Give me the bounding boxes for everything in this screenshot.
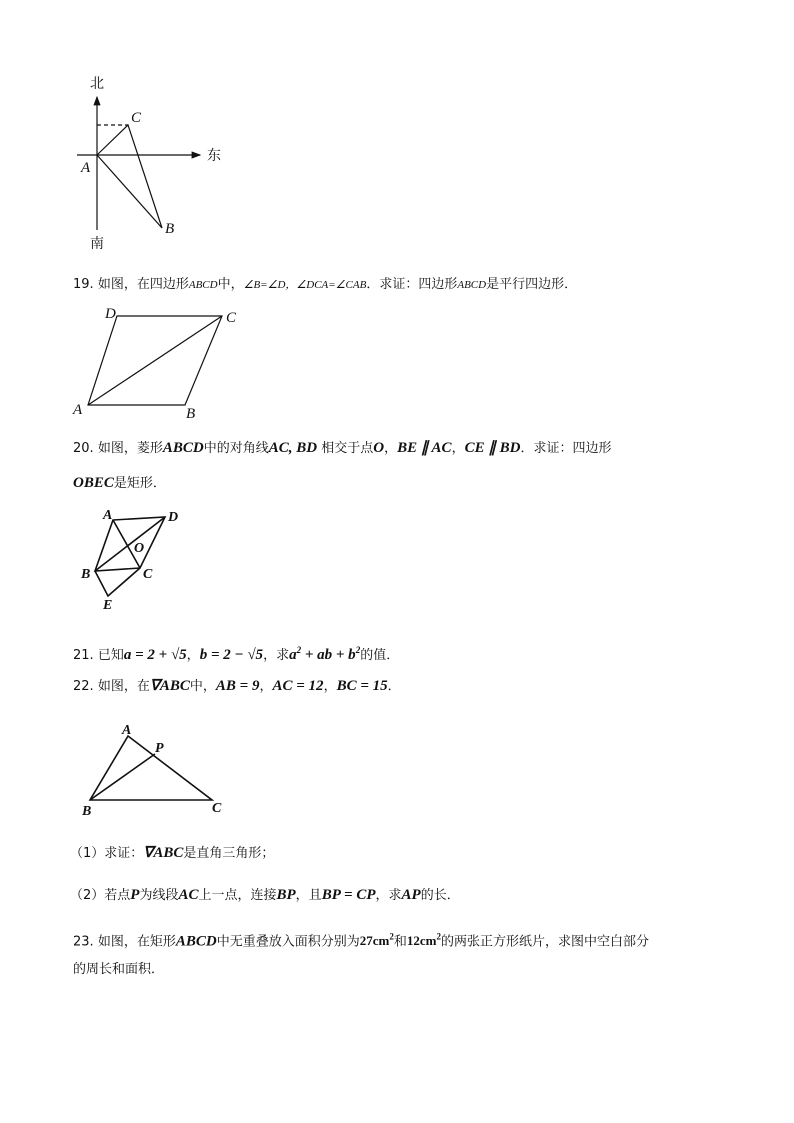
text: ， [451,441,465,456]
math: ABCD [188,279,218,291]
question-23 [73,927,649,952]
question-number: 20. [73,441,94,456]
south-label: 南 [90,236,104,252]
math: BP = CP [321,887,376,903]
question-19 [73,275,577,295]
question-number: 19. [73,277,94,292]
point-b-label: B [81,567,91,582]
math: O [373,440,385,456]
text: （1）求证： [70,846,144,861]
question-21 [73,640,399,666]
math: CE ∥ BD [464,440,521,456]
math: AP [401,887,421,903]
point-b-label: B [165,221,175,237]
exponent: 2 [296,645,302,655]
math: ABCD [162,440,204,456]
text: 是平行四边形． [486,277,578,292]
point-e-label: E [103,598,113,613]
point-o-label: O [134,541,145,556]
point-a-label: A [81,160,91,176]
math: ABCD [175,933,217,950]
math: a [289,647,297,663]
text: 和 [393,934,407,950]
point-c-label: C [226,310,237,326]
text: ， [384,441,398,456]
question-22-part-1 [70,843,274,864]
text: ， [259,679,273,694]
text: 是直角三角形； [183,846,275,861]
math: ∇ABC [149,678,190,694]
text: 中， [189,679,216,694]
question-number: 21. [73,648,94,663]
math: BC = 15 [336,678,388,694]
text: 相交于点 [321,441,374,456]
point-c-label: C [212,801,222,816]
text: 的两张正方形纸片，求图中空白部分 [440,934,649,950]
text: 如图，在四边形 [97,277,189,292]
point-b-label: B [82,804,92,819]
math: OBEC [73,475,114,491]
math: AC = 12 [272,678,324,694]
triangle-figure [90,736,212,800]
math: AB = 9 [215,678,260,694]
question-22 [73,676,401,697]
point-a-label: A [122,723,132,738]
text: 上一点，连接 [198,888,277,903]
math: 27cm [359,933,390,949]
math: AC, BD [268,440,318,456]
question-number: 23. [73,934,94,950]
point-b-label: B [186,406,196,422]
text: 如图，在矩形 [97,934,176,950]
question-20 [73,438,611,459]
point-d-label: D [168,510,179,525]
exponent: 2 [389,932,394,942]
text: ，且 [295,888,322,903]
parallelogram-figure [88,316,222,405]
text: ， [323,679,337,694]
text: 的值． [360,648,400,663]
math: AC [178,887,199,903]
text: 中的对角线 [203,441,269,456]
text: 中， [217,277,244,292]
text: 已知 [97,648,124,663]
point-a-label: A [73,402,83,418]
math: ABCD [457,279,487,291]
point-a-label: A [103,508,113,523]
text: 如图，在 [97,679,150,694]
exponent: 2 [355,645,361,655]
text: ，求 [375,888,402,903]
text: 是矩形． [113,476,166,491]
text: （2）若点 [70,888,131,903]
text: 为线段 [139,888,179,903]
east-label: 东 [207,148,221,164]
question-number: 22. [73,679,94,694]
text: 的长． [420,888,460,903]
text: ． [387,679,401,694]
text: 中无重叠放入面积分别为 [216,934,360,950]
question-22-part-2 [70,885,460,906]
rhombus-figure [95,517,165,596]
north-label: 北 [90,76,104,92]
math: b = 2 − √5 [199,647,264,663]
text: ．求证：四边形 [520,441,612,456]
point-c-label: C [143,567,153,582]
text: 的周长和面积． [73,962,165,977]
question-20-cont [73,473,166,494]
math: ∇ABC [143,845,184,861]
math: ∠B=∠D，∠DCA=∠CAB [243,279,367,291]
text: ．求证：四边形 [366,277,458,292]
math: BE ∥ AC [397,440,452,456]
math: + ab + b [301,647,356,663]
math: P [130,887,140,903]
math: BP [276,887,296,903]
math: a = 2 + √5 [123,647,187,663]
point-c-label: C [131,110,142,126]
question-23-cont [73,960,164,980]
text: 如图，菱形 [97,441,163,456]
math: 12cm [406,933,437,949]
text: ，求 [263,648,290,663]
text: ， [186,648,200,663]
point-p-label: P [155,741,164,756]
exponent: 2 [436,932,441,942]
point-d-label: D [105,306,116,322]
